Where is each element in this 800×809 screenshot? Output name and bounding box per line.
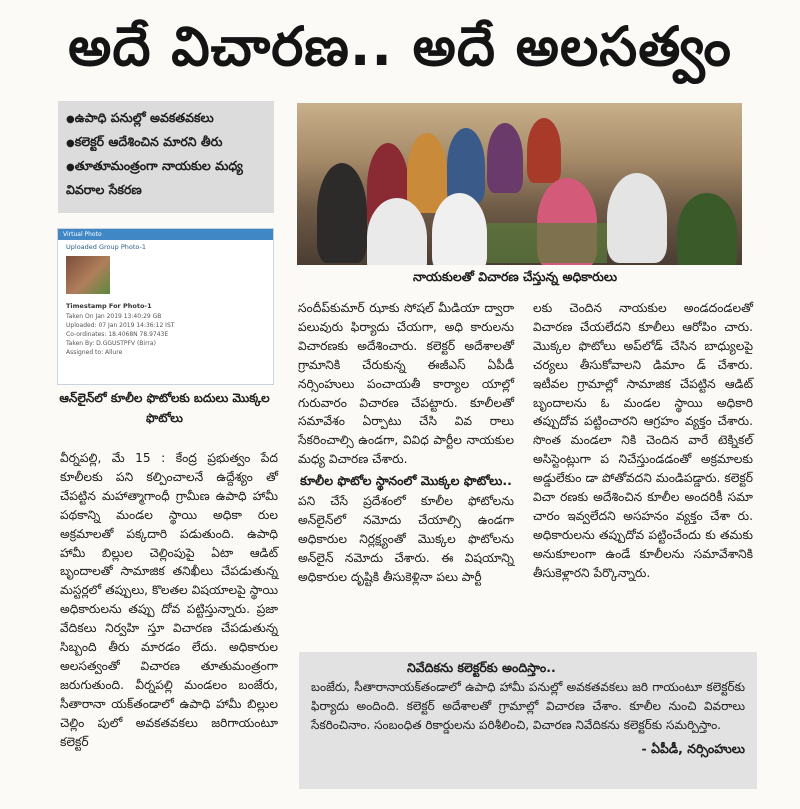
screenshot-row: Taken By: D.GGUSTPFV (Birra): [66, 340, 156, 347]
quote-signature: - ఏపీడీ, నర్సింహులు: [641, 741, 745, 756]
photo-caption: నాయకులతో విచారణ చేస్తున్న అధికారులు: [412, 269, 618, 284]
article-column-3: లకు చెందిన నాయకుల అండదండలతో విచారణ చేయలేదని కూలీలు ఆరోపిం చారు. మొక్కల ఫొటోలు అప్‌లోడ్ చేసిన బాధ్యులపై చర్యలు తీసుకోవాలని డిమాం డ్ చేశారు. ఇటీవల గ్రామాల్లో సామాజిక చేపట్టిన ఆడిట్ బృందాలను ఓ మండల స్థాయి అధికారి తప్పుదోవ పట్టించారని ఆగ్రహం వ్యక్తం చేశారు. సొంత మండలా నికి చెందిన వారే టెక్నికల్ అసిస్టెంట్లుగా ప నిచేస్తుండడంతో అక్రమాలకు అడ్డులేకుం డా పోతోవదని మండిపడ్డారు. కలెక్టర్ విచా రణకు అదేశించిన కూలీల అందరికీ సమా చారం ఇవ్వలేదని అసహనం వ్యక్తం చేశా రు. అధికారులను తప్పుదోవ పట్టించేందు కు తమకు అనుకూలంగా ఉండే కూలీలను సమావేశానికి తీసుకెళ్లారని పేర్కొన్నారు.: [533, 301, 753, 580]
highlight-item: ● ఉపాధి పనుల్లో అవకతవకలు: [66, 107, 266, 131]
screenshot-row: Assigned to: Allure: [66, 349, 123, 356]
screenshot-bar: Virtual Photo: [58, 229, 273, 240]
article-paragraph: పని చేసే ప్రదేశంలో కూలీల ఫోటోలను అన్‌లైన్‌లో నమోదు చేయాల్సి ఉండగా అధికారుల నిర్లక్ష్యంతో మొక్కల ఫొటోలను అన్‌లైన్ నమోదు చేశారు. ఈ విషయాన్ని అధికారుల దృష్టికి తీసుకెళ్లినా పలు పార్టీ: [298, 494, 514, 584]
plant-photo: [66, 256, 110, 294]
highlight-item: ● కలెక్టర్ ఆదేశించిన మారని తీరు: [66, 131, 266, 155]
article-column-1: వీర్నపల్లి, మే 15 : కేంద్ర ప్రభుత్వం పేద కూలీలకు పని కల్పించాలనే ఉద్దేశ్యం తో చేపట్టిన మహాత్మాగాంధీ గ్రామీణ ఉపాధి హామీ పథకాన్ని మండల స్థాయి అధికా రుల అక్రమాలతో పక్కదారి పడుతుంది. ఉపాధి హామీ బిల్లుల చెల్లింపుపై ఏటా ఆడిట్ బృందాలతో సామాజిక తనిఖీలు చేపడుతున్న మస్టర్లలో తప్పులు, కొలతల విషయాలపై స్థాయి అధికారులను తప్పు దోవ పట్టిస్తున్నారు. ప్రజా వేదికలు నిర్వహి స్తూ విచారణ చేపడుతున్న సిబ్బంది తీరు మారడం లేదు. అధికారుల అలసత్వంతో విచారణ తూతుమంత్రంగా జరుగుతుంది. వీర్నపల్లి మండలం బంజేరు, సీతారానా యక్‌తండాలో ఉపాధి హామీ బిల్లుల చెల్లిం పులో అవకతవకలు జరిగాయంటూ కలెక్టర్: [60, 451, 278, 749]
official-quote-box: [299, 652, 757, 789]
highlight-item: ● తూతూమంత్రంగా నాయకుల మధ్య వివరాల సేకరణ: [66, 155, 266, 201]
quote-body: బంజేరు, సీతారానాయక్‌తండాలో ఉపాధి హామీ పనుల్లో అవకతవకలు జరి గాయంటూ కలెక్టర్‌కు ఫిర్యాదు అందింది. కలెక్టర్ అదేశాలతో గ్రామాల్లో విచారణ చేశాం. కూలీల నుంచి వివరాలు సేకరించినాం. సంబంధిత రికార్డులను పరిశీలించి, విచారణ నివేదికను కలెక్టర్‌కు సమర్పిస్తాం.: [311, 680, 745, 732]
screenshot-row: Uploaded: 07 Jan 2019 14:36:12 IST: [66, 322, 175, 329]
subheading: కూలీల ఫొటోల స్థానంలో మొక్కల ఫొటోలు..: [300, 473, 512, 489]
screenshot-row: Co-ordinates: 18.4068N 78.9743E: [66, 331, 169, 338]
meeting-photo: [297, 103, 742, 265]
highlights-box: [58, 101, 274, 213]
article-paragraph: సందీప్‌కుమార్ ఝాకు సోషల్ మీడియా ద్వారా పలువురు ఫిర్యాదు చేయగా, అధి కారులను విచారణకు అదేశించారు. కలెక్టర్ అదేశాలతో గ్రామానికి చేరుకున్న ఈజీఎస్ ఏపీడీ నర్సింహులు పంచాయతీ కార్యాల యాల్లో గురువారం విచారణ చేపట్టారు. కూలీలతో సమావేశం ఏర్పాటు చేసి వివ రాలు సేకరించాల్సి ఉండగా, వివిధ పార్టీల నాయకుల మధ్య విచారణ చేశారు.: [298, 301, 514, 467]
screenshot-timestamp-title: Timestamp For Photo-1: [66, 302, 152, 310]
headline: అదే విచారణ.. అదే అలసత్వం: [68, 15, 732, 78]
online-screenshot: [57, 228, 274, 385]
screenshot-section-title: Uploaded Group Photo-1: [66, 243, 146, 251]
article-column-2: [298, 299, 514, 587]
quote-title: నివేదికను కలెక్టర్‌కు అందిస్తాం..: [407, 660, 556, 675]
screenshot-caption: ఆన్‌లైన్‌లో కూలీల ఫొటోలకు బదులు మొక్కల ఫొటోలు: [59, 391, 270, 425]
screenshot-row: Taken On Jan 2019 13:40:29 GB: [66, 313, 162, 320]
